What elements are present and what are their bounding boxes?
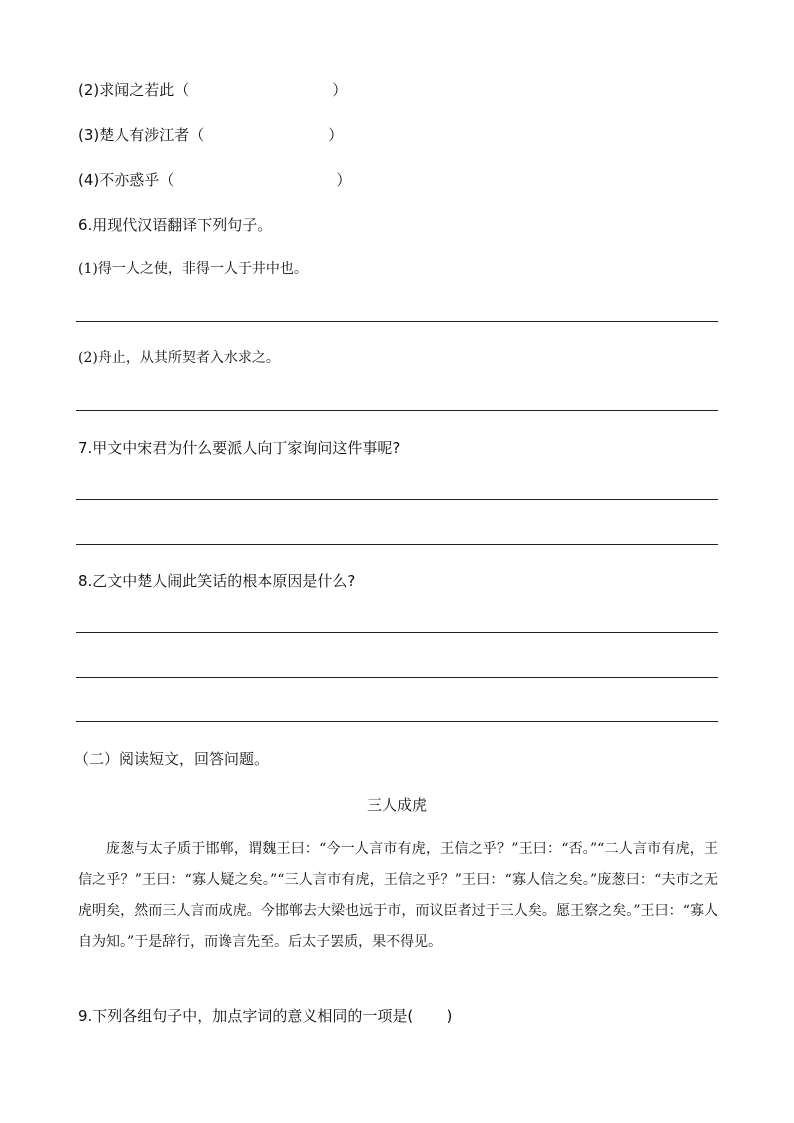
q5-item-2: (2)求闻之若此（ ）: [78, 81, 348, 99]
question-7: 7.甲文中宋君为什么要派人向丁家询问这件事呢?: [78, 439, 401, 457]
answer-line: [76, 544, 718, 545]
answer-line: [76, 677, 718, 678]
q5-item-4: (4)不亦惑乎（ ）: [78, 171, 352, 189]
answer-line: [76, 632, 718, 633]
story-paragraph: 庞葱与太子质于邯郸，谓魏王曰：“今一人言市有虎，王信之乎？”王曰：“否。”“二人言市有虎，王信之乎？”王曰：“寡人疑之矣。”“三人言市有虎，王信之乎？”王曰：“寡人信之矣。”庞葱曰：“夫市之无虎明矣，然而三人言而成虎。今邯郸去大梁也远于市，而议臣者过于三人矣。愿王察之矣。”王曰：“寡人自为知。”于是辞行，而谗言先至。后太子罢质，果不得见。: [78, 841, 718, 950]
question-9: 9.下列各组句子中，加点字词的意义相同的一项是( ): [78, 1007, 453, 1025]
q5-item-3: (3)楚人有涉江者（ ）: [78, 126, 344, 144]
section-heading: （二）阅读短文，回答问题。: [74, 750, 270, 768]
answer-line: [76, 499, 718, 500]
question-6: 6.用现代汉语翻译下列句子。: [78, 216, 273, 234]
q6-sentence-2: (2)舟止，从其所契者入水求之。: [78, 350, 280, 366]
answer-line: [76, 721, 718, 722]
story-title: 三人成虎: [366, 796, 427, 814]
q6-sentence-1: (1)得一人之使，非得一人于井中也。: [78, 261, 308, 277]
question-8: 8.乙文中楚人闹此笑话的根本原因是什么?: [78, 572, 356, 590]
answer-line: [76, 321, 718, 322]
answer-line: [76, 410, 718, 411]
